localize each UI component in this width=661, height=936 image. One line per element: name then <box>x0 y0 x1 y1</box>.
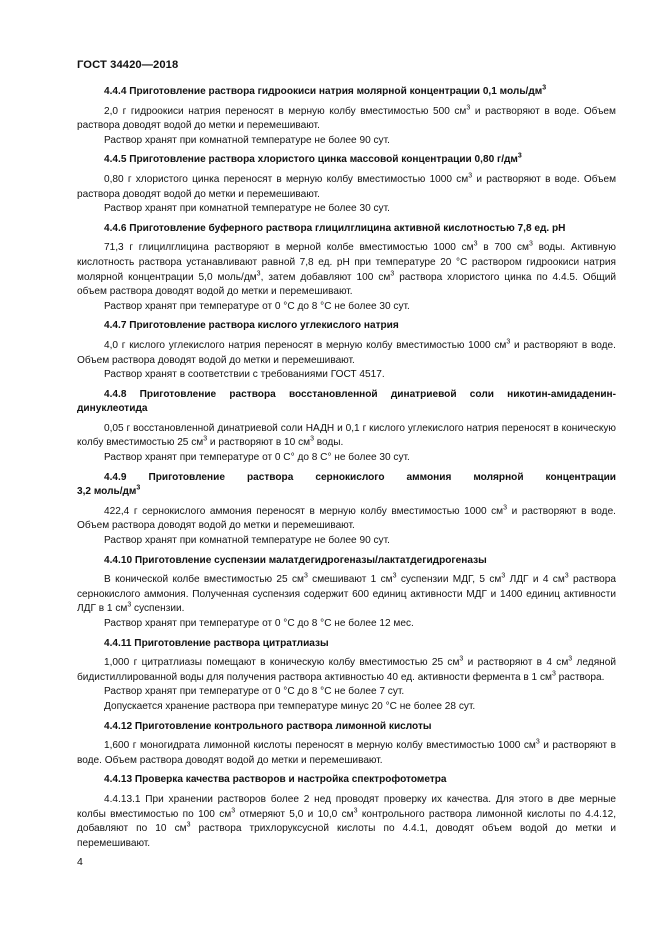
storage-note: Раствор хранят при температуре от 0 °С до 8 °С не более 7 сут. <box>104 686 405 698</box>
section-paragraph: 4,0 г кислого углекислого натрия переносят в мерную колбу вместимостью 1000 $см^3$ и растворяют в воде. Объем раствора доводят водой до метки и перемешивают. <box>77 338 616 366</box>
section-paragraph: 0,80 г хлористого цинка переносят в мерную колбу вместимостью 1000 $см^3$ и растворяют в воде. Объем раствора доводят водой до метки и перемешивают. <box>77 172 617 200</box>
section-heading-4-4-5: 4.4.5 Приготовление раствора хлористого цинка массовой концентрации 0,80 $г/дм^3$ <box>104 153 522 166</box>
section-heading-4-4-10: 4.4.10 Приготовление суспензии малатдегидрогеназы/лактатдегидрогеназы <box>104 554 487 566</box>
section-paragraph: 0,05 г восстановленной динатриевой соли НАДН и 0,1 г кислого углекислого натрия переносят в коническую колбу вместимостью 25 $см^3$ и растворяют в 10 $см^3$ воды. <box>77 422 616 449</box>
section-heading-4-4-12: 4.4.12 Приготовление контрольного раствора лимонной кислоты <box>104 720 432 732</box>
storage-note: Раствор хранят при температуре от 0 °С до 8 °С не более 12 мес. <box>104 618 414 629</box>
section-paragraph: В конической колбе вместимостью 25 $см^3$ смешивают 1 $см^3$ суспензии МДГ, 5 $см^3$ ЛДГ и 4 $см^3$ раствора сернокислого аммония. Полученная суспензия содержит 600 единиц активности МДГ и 1400 единиц активности ЛДГ в 1 $см^3$ суспензии. <box>77 572 616 615</box>
document-body <box>77 85 616 851</box>
storage-note: Раствор хранят в соответствии с требованиями ГОСТ 4517. <box>104 369 385 381</box>
storage-note: Раствор хранят при комнатной температуре не более 30 сут. <box>104 203 390 215</box>
section-heading-4-4-7: 4.4.7 Приготовление раствора кислого углекислого натрия <box>104 320 399 332</box>
section-paragraph: 1,600 г моногидрата лимонной кислоты переносят в мерную колбу вместимостью 1000 $см^3$ и растворяют в воде. Объем раствора доводят водой до метки и перемешивают. <box>77 738 616 766</box>
section-heading-4-4-4: 4.4.4 Приготовление раствора гидроокиси натрия молярной концентрации 0,1 моль/$дм^3$ <box>104 84 547 97</box>
storage-note: Раствор хранят при комнатной температуре не более 90 сут. <box>104 134 390 146</box>
page-number: 4 <box>77 856 83 868</box>
section-paragraph: 422,4 г сернокислого аммония переносят в мерную колбу вместимостью 1000 $см^3$ и растворяют в воде. Объем раствора доводят водой до метки и перемешивают. <box>77 504 616 532</box>
storage-note: Раствор хранят при температуре от 0 С° до 8 С° не более 30 сут. <box>104 452 410 464</box>
section-heading-4-4-11: 4.4.11 Приготовление раствора цитратлиазы <box>104 637 329 649</box>
section-paragraph: 71,3 г глицилглицина растворяют в мерной колбе вместимостью 1000 $см^3$ в 700 $см^3$ воды. Активную кислотность раствора устанавливают равной 7,8 ед. рН при температуре 20 °С раствором гидроокиси натрия молярной концентрации 5,0 моль/$дм^3$, затем добавляют 100 $см^3$ раствора хлористого цинка по 4.4.5. Общий объем раствора доводят водой до метки и перемешивают. <box>77 240 616 298</box>
section-heading-4-4-9-line2: 3,2 моль/$дм^3$ <box>77 484 141 498</box>
section-paragraph: 1,000 г цитратлиазы помещают в коническую колбу вместимостью 25 $см^3$ и растворяют в 4 $см^3$ ледяной бидистиллированной воды для получения раствора активностью 40 ед. активности фермента в 1 $см^3$ раствора. <box>77 655 616 683</box>
section-paragraph: 2,0 г гидроокиси натрия переносят в мерную колбу вместимостью 500 $см^3$ и растворяют в воде. Объем раствора доводят водой до метки и перемешивают. <box>77 104 616 132</box>
section-heading-4-4-13: 4.4.13 Проверка качества растворов и настройка спектрофотометра <box>104 774 447 786</box>
storage-note: Раствор хранят при комнатной температуре не более 90 сут. <box>104 535 390 547</box>
section-heading-4-4-6: 4.4.6 Приготовление буферного раствора глицилглицина активной кислотностью 7,8 ед. рН <box>104 222 566 234</box>
section-paragraph: 4.4.13.1 При хранении растворов более 2 нед проводят проверку их качества. Для этого в две мерные колбы вместимостью по 100 $см^3$ отмеряют 5,0 и 10,0 $см^3$ контрольного раствора лимонной кислоты по 4.4.12, добавляют по 10 $см^3$ раствора трихлоруксусной кислоты по 4.4.1, доводят объем водой до метки и перемешивают. <box>77 793 617 849</box>
section-heading-4-4-9: 4.4.9 Приготовление раствора сернокислого аммония молярной концентрации <box>104 471 616 483</box>
document-code-header: ГОСТ 34420—2018 <box>77 59 179 71</box>
storage-note-alt: Допускается хранение раствора при температуре минус 20 °С не более 28 сут. <box>104 700 476 712</box>
section-heading-4-4-8: 4.4.8 Приготовление раствора восстановленной динатриевой соли никотин-амидаденин-динуклеотида <box>77 388 616 415</box>
storage-note: Раствор хранят при температуре от 0 °С до 8 °С не более 30 сут. <box>104 300 410 312</box>
